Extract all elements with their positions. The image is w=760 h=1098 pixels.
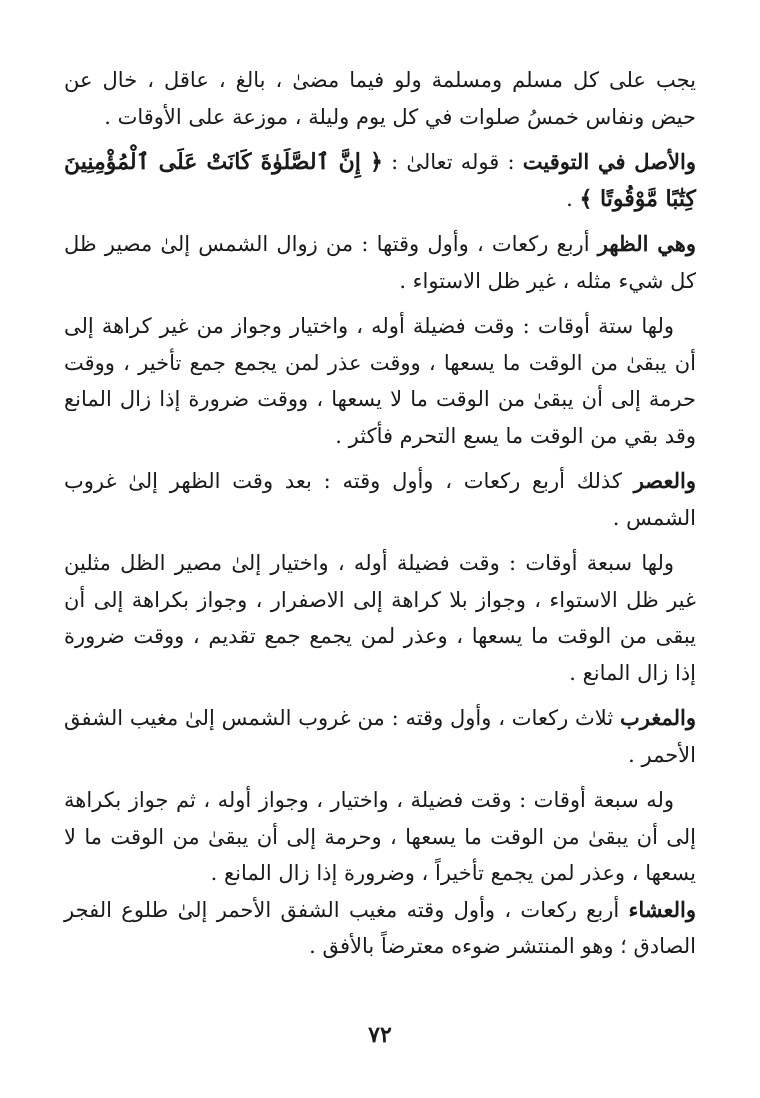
paragraph-dhuhr-text: أربع ركعات ، وأول وقتها : من زوال الشمس إلىٰ مصير ظل كل شيء مثله ، غير ظل الاستواء . <box>64 232 696 293</box>
paragraph-dhuhr-times-text: ولها ستة أوقات : وقت فضيلة أوله ، واختيار وجواز من غير كراهة إلى أن يبقىٰ من الوقت ما يسعها ، ووقت عذر لمن يجمع جمع تأخير ، ووقت حرمة إلى أن يبقىٰ من الوقت ما لا يسعها ، ووقت ضرورة إذا زال المانع وقد بقي من الوقت ما يسع التحرم فأكثر . <box>64 314 696 448</box>
page-number: ٧٢ <box>368 1022 392 1048</box>
paragraph-timing-basis-text: : قوله تعالىٰ : <box>382 150 523 174</box>
paragraph-isha-text: أربع ركعات ، وأول وقته مغيب الشفق الأحمر إلىٰ طلوع الفجر الصادق ؛ وهو المنتشر ضوءه معترضاً بالأفق . <box>64 897 696 958</box>
paragraph-asr-text: كذلك أربع ركعات ، وأول وقته : بعد وقت الظهر إلىٰ غروب الشمس . <box>64 469 696 530</box>
paragraph-maghrib-text: ثلاث ركعات ، وأول وقته : من غروب الشمس إلىٰ مغيب الشفق الأحمر . <box>64 706 696 767</box>
paragraph-timing-basis-end: . <box>566 186 580 211</box>
paragraph-intro-text: يجب على كل مسلم ومسلمة ولو فيما مضىٰ ، بالغ ، عاقل ، خال عن حيض ونفاس خمسُ صلوات في كل يوم وليلة ، موزعة على الأوقات . <box>64 68 696 129</box>
paragraph-asr <box>64 463 696 536</box>
paragraph-isha <box>64 892 696 965</box>
paragraph-timing-basis-lead: والأصل في التوقيت <box>522 149 696 174</box>
separator <box>64 773 696 782</box>
paragraph-dhuhr-lead: وهي الظهر <box>597 231 696 256</box>
separator <box>64 691 696 700</box>
separator <box>64 217 696 226</box>
paragraph-dhuhr <box>64 226 696 299</box>
paragraph-asr-times-text: ولها سبعة أوقات : وقت فضيلة أوله ، واختيار إلىٰ مصير الظل مثلين غير ظل الاستواء ، وجواز بلا كراهة إلى الاصفرار ، وجواز بكراهة إلى أن يبقى من الوقت ما يسعها ، وعذر لمن يجمع جمع تقديم ، ووقت ضرورة إذا زال المانع . <box>64 551 696 685</box>
separator <box>64 299 696 308</box>
paragraph-maghrib <box>64 700 696 773</box>
page-body <box>64 62 696 965</box>
paragraph-maghrib-lead: والمغرب <box>619 705 696 730</box>
paragraph-asr-times <box>64 545 696 691</box>
paragraph-dhuhr-times <box>64 308 696 454</box>
separator <box>64 135 696 144</box>
paragraph-timing-basis <box>64 144 696 217</box>
paragraph-isha-lead: والعشاء <box>628 896 696 922</box>
quran-verse: ﴿ إِنَّ ٱلصَّلَوٰةَ كَانَتْ عَلَى ٱلْمُؤْمِنِينَ كِتَٰبًا مَّوْقُوتًا ﴾ <box>64 149 696 212</box>
paragraph-asr-lead: والعصر <box>633 468 696 493</box>
separator <box>64 454 696 463</box>
separator <box>64 536 696 545</box>
paragraph-maghrib-times-text: وله سبعة أوقات : وقت فضيلة ، واختيار ، وجواز أوله ، ثم جواز بكراهة إلى أن يبقىٰ من الوقت ما يسعها ، وحرمة إلى أن يبقىٰ من الوقت ما لا يسعها ، وعذر لمن يجمع تأخيراً ، وضرورة إذا زال المانع . <box>64 788 696 885</box>
paragraph-intro <box>64 62 696 135</box>
paragraph-maghrib-times <box>64 782 696 892</box>
